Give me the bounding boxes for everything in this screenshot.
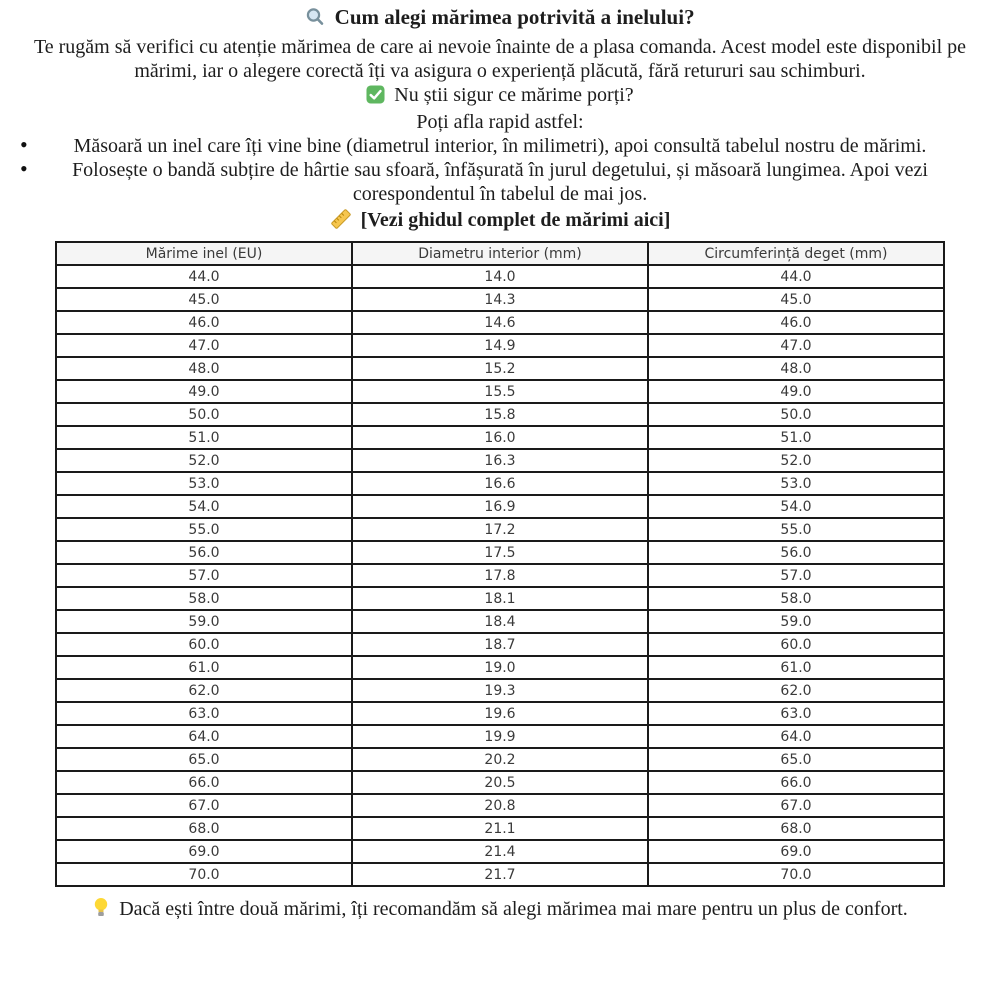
table-cell: 58.0 <box>648 587 944 610</box>
table-cell: 46.0 <box>648 311 944 334</box>
table-cell: 63.0 <box>56 702 352 725</box>
table-cell: 45.0 <box>56 288 352 311</box>
table-cell: 65.0 <box>56 748 352 771</box>
table-row <box>56 610 944 633</box>
table-cell: 56.0 <box>56 541 352 564</box>
table-header-cell: Circumferință deget (mm) <box>648 242 944 265</box>
footer-text: Dacă ești între două mărimi, îți recomandăm să alegi mărimea mai mare pentru un plus de confort. <box>119 898 908 920</box>
question-text: Nu știi sigur ce mărime porți? <box>394 84 634 106</box>
table-row <box>56 311 944 334</box>
table-cell: 61.0 <box>648 656 944 679</box>
table-cell: 57.0 <box>56 564 352 587</box>
table-cell: 19.3 <box>352 679 648 702</box>
table-cell: 63.0 <box>648 702 944 725</box>
magnifier-icon <box>305 7 325 33</box>
table-row <box>56 702 944 725</box>
ruler-icon <box>330 209 352 235</box>
table-row <box>56 794 944 817</box>
size-table-head <box>56 242 944 265</box>
table-cell: 58.0 <box>56 587 352 610</box>
table-row <box>56 449 944 472</box>
table-cell: 64.0 <box>648 725 944 748</box>
table-cell: 14.6 <box>352 311 648 334</box>
table-cell: 61.0 <box>56 656 352 679</box>
table-cell: 67.0 <box>56 794 352 817</box>
table-cell: 53.0 <box>648 472 944 495</box>
list-item-text: Folosește o bandă subțire de hârtie sau sfoară, înfășurată în jurul degetului, și măsoară lungimea. Apoi vezi corespondentul în tabelul de mai jos. <box>72 159 928 205</box>
table-row <box>56 518 944 541</box>
page-title-text: Cum alegi mărimea potrivită a inelului? <box>334 5 695 29</box>
table-cell: 46.0 <box>56 311 352 334</box>
table-cell: 70.0 <box>648 863 944 886</box>
table-row <box>56 656 944 679</box>
table-cell: 51.0 <box>648 426 944 449</box>
table-cell: 51.0 <box>56 426 352 449</box>
table-cell: 56.0 <box>648 541 944 564</box>
table-header-row <box>56 242 944 265</box>
footer-tip <box>4 896 996 925</box>
table-row <box>56 426 944 449</box>
table-cell: 14.0 <box>352 265 648 288</box>
list-item-measure-string <box>0 158 1000 206</box>
table-cell: 17.5 <box>352 541 648 564</box>
table-cell: 20.8 <box>352 794 648 817</box>
table-cell: 62.0 <box>56 679 352 702</box>
table-cell: 48.0 <box>56 357 352 380</box>
table-cell: 16.0 <box>352 426 648 449</box>
list-item-text: Măsoară un inel care îți vine bine (diametrul interior, în milimetri), apoi consultă tabelul nostru de mărimi. <box>73 135 927 157</box>
table-cell: 66.0 <box>648 771 944 794</box>
table-header-cell: Diametru interior (mm) <box>352 242 648 265</box>
table-cell: 62.0 <box>648 679 944 702</box>
table-row <box>56 771 944 794</box>
table-cell: 49.0 <box>56 380 352 403</box>
table-row <box>56 633 944 656</box>
table-cell: 54.0 <box>648 495 944 518</box>
table-cell: 16.3 <box>352 449 648 472</box>
table-row <box>56 403 944 426</box>
table-row <box>56 541 944 564</box>
table-cell: 21.7 <box>352 863 648 886</box>
table-cell: 15.8 <box>352 403 648 426</box>
size-table <box>55 241 945 887</box>
table-row <box>56 679 944 702</box>
table-row <box>56 495 944 518</box>
table-cell: 50.0 <box>56 403 352 426</box>
bullet-icon: • <box>20 132 28 157</box>
table-row <box>56 587 944 610</box>
table-cell: 47.0 <box>56 334 352 357</box>
table-cell: 21.1 <box>352 817 648 840</box>
table-cell: 14.3 <box>352 288 648 311</box>
table-cell: 52.0 <box>56 449 352 472</box>
table-cell: 59.0 <box>648 610 944 633</box>
table-cell: 47.0 <box>648 334 944 357</box>
table-cell: 52.0 <box>648 449 944 472</box>
instructions-list <box>0 134 1000 206</box>
table-row <box>56 380 944 403</box>
table-row <box>56 334 944 357</box>
table-cell: 60.0 <box>648 633 944 656</box>
table-cell: 48.0 <box>648 357 944 380</box>
table-cell: 68.0 <box>56 817 352 840</box>
table-cell: 59.0 <box>56 610 352 633</box>
table-row <box>56 863 944 886</box>
table-cell: 69.0 <box>56 840 352 863</box>
table-cell: 19.6 <box>352 702 648 725</box>
table-cell: 20.2 <box>352 748 648 771</box>
table-cell: 57.0 <box>648 564 944 587</box>
table-cell: 18.4 <box>352 610 648 633</box>
subquestion-line: Poți afla rapid astfel: <box>416 111 584 133</box>
table-row <box>56 288 944 311</box>
table-cell: 44.0 <box>56 265 352 288</box>
table-row <box>56 265 944 288</box>
table-cell: 15.5 <box>352 380 648 403</box>
table-cell: 18.1 <box>352 587 648 610</box>
table-cell: 44.0 <box>648 265 944 288</box>
table-cell: 69.0 <box>648 840 944 863</box>
table-cell: 15.2 <box>352 357 648 380</box>
table-cell: 70.0 <box>56 863 352 886</box>
page-title <box>0 4 1000 33</box>
table-cell: 65.0 <box>648 748 944 771</box>
table-row <box>56 357 944 380</box>
size-guide-link[interactable]: [Vezi ghidul complet de mărimi aici] <box>360 209 671 231</box>
table-row <box>56 840 944 863</box>
table-cell: 14.9 <box>352 334 648 357</box>
table-header-cell: Mărime inel (EU) <box>56 242 352 265</box>
table-row <box>56 748 944 771</box>
table-cell: 60.0 <box>56 633 352 656</box>
table-cell: 53.0 <box>56 472 352 495</box>
table-row <box>56 564 944 587</box>
question-line <box>0 83 1000 110</box>
lightbulb-icon <box>92 897 110 925</box>
table-cell: 17.8 <box>352 564 648 587</box>
table-row <box>56 817 944 840</box>
table-row <box>56 725 944 748</box>
table-cell: 66.0 <box>56 771 352 794</box>
bullet-icon: • <box>20 156 28 181</box>
table-cell: 45.0 <box>648 288 944 311</box>
size-table-body <box>56 265 944 886</box>
table-cell: 64.0 <box>56 725 352 748</box>
table-cell: 16.9 <box>352 495 648 518</box>
table-row <box>56 472 944 495</box>
intro-text: Te rugăm să verifici cu atenție mărimea de care ai nevoie înainte de a plasa comanda. Acest model este disponibil pe mărimi, iar o alegere corectă îți va asigura o experiență plăcută, fără retururi sau schimburi. <box>33 36 967 82</box>
check-icon <box>366 85 385 110</box>
table-cell: 54.0 <box>56 495 352 518</box>
table-cell: 67.0 <box>648 794 944 817</box>
table-cell: 19.0 <box>352 656 648 679</box>
table-cell: 49.0 <box>648 380 944 403</box>
table-cell: 18.7 <box>352 633 648 656</box>
table-cell: 16.6 <box>352 472 648 495</box>
table-cell: 20.5 <box>352 771 648 794</box>
table-cell: 55.0 <box>56 518 352 541</box>
table-cell: 50.0 <box>648 403 944 426</box>
table-cell: 19.9 <box>352 725 648 748</box>
list-item-measure-ring <box>0 134 1000 158</box>
table-cell: 17.2 <box>352 518 648 541</box>
table-cell: 68.0 <box>648 817 944 840</box>
table-cell: 21.4 <box>352 840 648 863</box>
guide-link-line <box>0 208 1000 235</box>
table-cell: 55.0 <box>648 518 944 541</box>
